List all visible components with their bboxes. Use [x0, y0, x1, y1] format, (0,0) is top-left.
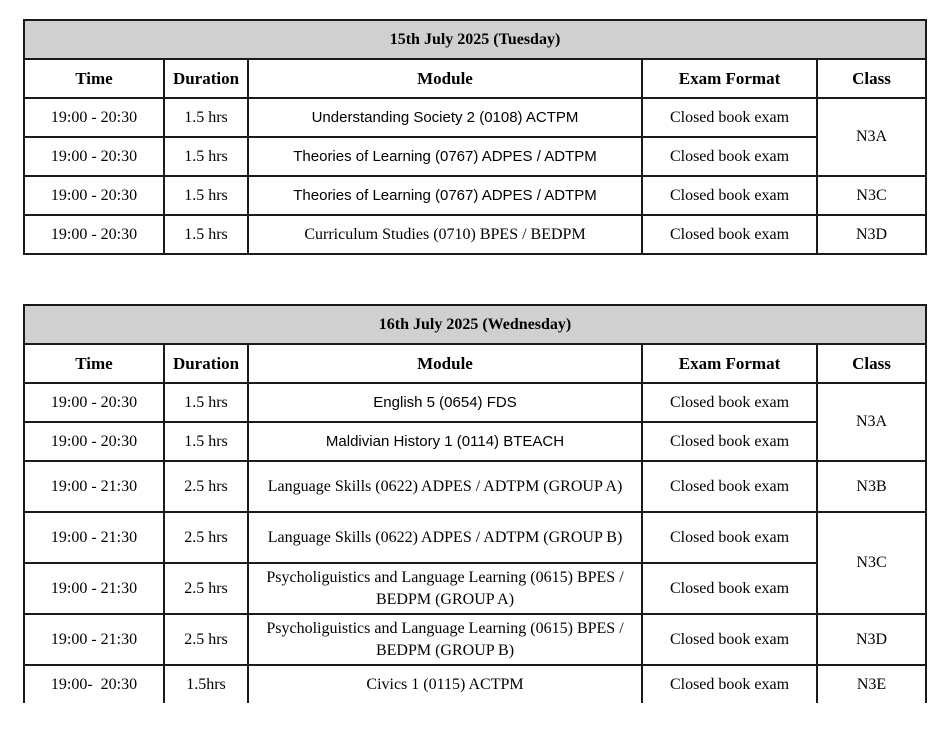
time-cell: 19:00 - 21:30: [24, 461, 164, 512]
column-header-class: Class: [817, 59, 926, 98]
column-header-module: Module: [248, 344, 642, 383]
module-cell: English 5 (0654) FDS: [248, 383, 642, 422]
module-cell: Psycholiguistics and Language Learning (0615) BPES / BEDPM (GROUP B): [248, 614, 642, 665]
exam-format-cell: Closed book exam: [642, 383, 817, 422]
exam-format-cell: Closed book exam: [642, 137, 817, 176]
column-header-module: Module: [248, 59, 642, 98]
schedule-table-day2: [23, 304, 927, 703]
class-cell: N3B: [817, 461, 926, 512]
exam-format-cell: Closed book exam: [642, 422, 817, 461]
table-row: [24, 461, 926, 512]
exam-format-cell: Closed book exam: [642, 461, 817, 512]
duration-cell: 1.5 hrs: [164, 98, 248, 137]
duration-cell: 1.5 hrs: [164, 215, 248, 254]
class-cell: N3D: [817, 215, 926, 254]
table-row: [24, 614, 926, 665]
module-cell: Language Skills (0622) ADPES / ADTPM (GROUP A): [248, 461, 642, 512]
exam-format-cell: Closed book exam: [642, 512, 817, 563]
time-cell: 19:00 - 20:30: [24, 176, 164, 215]
time-cell: 19:00 - 21:30: [24, 563, 164, 614]
exam-format-cell: Closed book exam: [642, 563, 817, 614]
table-row: [24, 422, 926, 461]
class-cell: N3A: [817, 383, 926, 461]
exam-format-cell: Closed book exam: [642, 614, 817, 665]
duration-cell: 2.5 hrs: [164, 461, 248, 512]
column-header-time: Time: [24, 344, 164, 383]
duration-cell: 1.5 hrs: [164, 137, 248, 176]
exam-format-cell: Closed book exam: [642, 176, 817, 215]
module-cell: Curriculum Studies (0710) BPES / BEDPM: [248, 215, 642, 254]
module-cell: Psycholiguistics and Language Learning (0615) BPES / BEDPM (GROUP A): [248, 563, 642, 614]
module-cell: Maldivian History 1 (0114) BTEACH: [248, 422, 642, 461]
class-cell: N3A: [817, 98, 926, 176]
table-row: [24, 215, 926, 254]
column-header-exam-format: Exam Format: [642, 59, 817, 98]
duration-cell: 2.5 hrs: [164, 512, 248, 563]
table-row: [24, 512, 926, 563]
column-header-exam-format: Exam Format: [642, 344, 817, 383]
class-cell: N3E: [817, 665, 926, 703]
duration-cell: 1.5hrs: [164, 665, 248, 703]
class-cell: N3C: [817, 512, 926, 614]
date-header: 15th July 2025 (Tuesday): [24, 20, 926, 59]
table-row: [24, 665, 926, 703]
exam-format-cell: Closed book exam: [642, 665, 817, 703]
column-header-duration: Duration: [164, 344, 248, 383]
table-row: [24, 98, 926, 137]
time-cell: 19:00 - 20:30: [24, 422, 164, 461]
class-cell: N3C: [817, 176, 926, 215]
duration-cell: 2.5 hrs: [164, 614, 248, 665]
table-row: [24, 137, 926, 176]
module-cell: Theories of Learning (0767) ADPES / ADTPM: [248, 176, 642, 215]
table-row: [24, 383, 926, 422]
table-row: [24, 563, 926, 614]
exam-format-cell: Closed book exam: [642, 215, 817, 254]
column-header-time: Time: [24, 59, 164, 98]
time-cell: 19:00 - 20:30: [24, 215, 164, 254]
module-cell: Understanding Society 2 (0108) ACTPM: [248, 98, 642, 137]
module-cell: Language Skills (0622) ADPES / ADTPM (GROUP B): [248, 512, 642, 563]
date-header: 16th July 2025 (Wednesday): [24, 305, 926, 344]
time-cell: 19:00 - 20:30: [24, 383, 164, 422]
column-header-duration: Duration: [164, 59, 248, 98]
duration-cell: 1.5 hrs: [164, 383, 248, 422]
exam-format-cell: Closed book exam: [642, 98, 817, 137]
schedule-table-day1: [23, 19, 927, 255]
class-cell: N3D: [817, 614, 926, 665]
time-cell: 19:00 - 21:30: [24, 512, 164, 563]
time-cell: 19:00- 20:30: [24, 665, 164, 703]
module-cell: Civics 1 (0115) ACTPM: [248, 665, 642, 703]
column-header-class: Class: [817, 344, 926, 383]
time-cell: 19:00 - 20:30: [24, 98, 164, 137]
duration-cell: 1.5 hrs: [164, 176, 248, 215]
time-cell: 19:00 - 21:30: [24, 614, 164, 665]
module-cell: Theories of Learning (0767) ADPES / ADTPM: [248, 137, 642, 176]
table-row: [24, 176, 926, 215]
duration-cell: 1.5 hrs: [164, 422, 248, 461]
duration-cell: 2.5 hrs: [164, 563, 248, 614]
time-cell: 19:00 - 20:30: [24, 137, 164, 176]
